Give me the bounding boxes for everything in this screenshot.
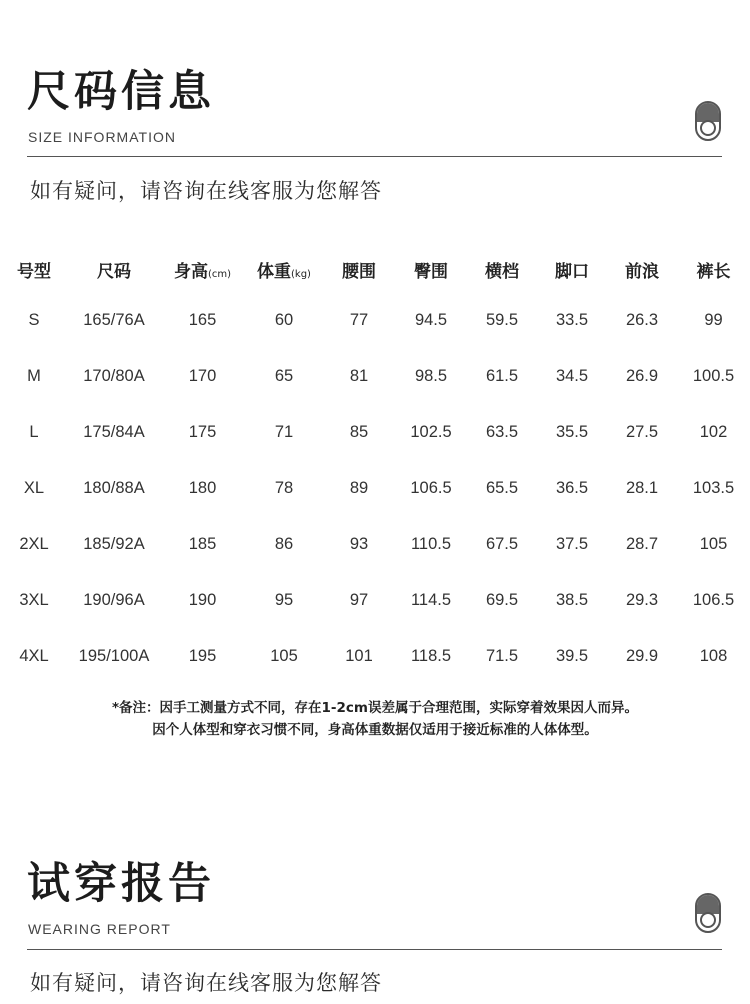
table-cell: 60 xyxy=(274,310,294,329)
table-cell: 102 xyxy=(699,422,728,441)
table-cell: M xyxy=(27,366,41,385)
table-cell: 89 xyxy=(349,478,369,497)
table-cell: 34.5 xyxy=(555,366,589,385)
table-cell: 35.5 xyxy=(555,422,589,441)
table-cell: 28.1 xyxy=(625,478,659,497)
table-cell: 180 xyxy=(188,478,217,497)
size-section-subtitle: SIZE INFORMATION xyxy=(28,129,176,145)
table-cell: 71 xyxy=(274,422,294,441)
size-section-title: 尺码信息 xyxy=(27,67,215,117)
table-cell: L xyxy=(29,422,39,441)
table-cell: 180/88A xyxy=(83,478,145,497)
table-cell: S xyxy=(28,310,40,329)
table-cell: 69.5 xyxy=(485,590,519,609)
table-cell: 4XL xyxy=(19,646,49,665)
table-cell: 110.5 xyxy=(410,534,452,553)
table-cell: 175/84A xyxy=(83,422,145,441)
wear-section-title: 试穿报告 xyxy=(27,859,215,909)
table-cell: 99 xyxy=(704,310,723,329)
table-cell: 33.5 xyxy=(555,310,589,329)
column-header: 身高(cm) xyxy=(173,261,232,282)
table-cell: 97 xyxy=(349,590,369,609)
table-cell: 81 xyxy=(349,366,369,385)
table-cell: 190 xyxy=(188,590,217,609)
column-header: 前浪 xyxy=(625,261,659,282)
table-cell: 71.5 xyxy=(485,646,519,665)
table-cell: 105 xyxy=(699,534,728,553)
table-cell: 93 xyxy=(349,534,369,553)
table-cell: 98.5 xyxy=(414,366,448,385)
table-cell: 28.7 xyxy=(625,534,659,553)
toggle-pill-icon xyxy=(695,101,721,141)
table-cell: 26.9 xyxy=(625,366,659,385)
column-header: 号型 xyxy=(17,261,51,282)
section-divider xyxy=(27,949,722,950)
table-cell: 29.9 xyxy=(625,646,659,665)
table-cell: 170 xyxy=(188,366,217,385)
column-header: 腰围 xyxy=(342,261,376,282)
table-cell: 95 xyxy=(274,590,294,609)
disclaimer-note-line-1: *备注：因手工测量方式不同，存在1-2cm误差属于合理范围，实际穿着效果因人而异。 xyxy=(111,700,639,716)
table-header-row xyxy=(0,246,750,292)
table-cell: 27.5 xyxy=(625,422,659,441)
table-cell: 61.5 xyxy=(485,366,519,385)
table-cell: 29.3 xyxy=(625,590,659,609)
table-cell: XL xyxy=(23,478,45,497)
table-cell: 3XL xyxy=(19,590,49,609)
table-cell: 2XL xyxy=(19,534,49,553)
table-cell: 106.5 xyxy=(410,478,452,497)
table-row xyxy=(0,572,750,628)
table-cell: 190/96A xyxy=(83,590,145,609)
table-cell: 39.5 xyxy=(555,646,589,665)
column-header: 尺码 xyxy=(97,261,131,282)
table-cell: 106.5 xyxy=(692,590,735,609)
table-cell: 195 xyxy=(188,646,217,665)
table-cell: 85 xyxy=(349,422,369,441)
table-cell: 165/76A xyxy=(83,310,145,329)
table-cell: 102.5 xyxy=(410,422,452,441)
table-cell: 195/100A xyxy=(78,646,150,665)
section-divider xyxy=(27,156,722,157)
size-table xyxy=(0,246,750,684)
table-row xyxy=(0,348,750,404)
table-cell: 94.5 xyxy=(414,310,448,329)
table-cell: 38.5 xyxy=(555,590,589,609)
table-cell: 65 xyxy=(274,366,294,385)
column-header: 裤长 xyxy=(696,261,731,282)
table-cell: 26.3 xyxy=(625,310,659,329)
table-cell: 100.5 xyxy=(692,366,735,385)
table-row xyxy=(0,292,750,348)
column-header: 体重(kg) xyxy=(257,261,311,282)
table-cell: 185/92A xyxy=(83,534,145,553)
table-cell: 105 xyxy=(270,646,298,665)
table-cell: 36.5 xyxy=(555,478,589,497)
table-cell: 86 xyxy=(274,534,294,553)
table-cell: 101 xyxy=(345,646,373,665)
toggle-pill-icon xyxy=(695,893,721,933)
table-cell: 175 xyxy=(188,422,217,441)
column-header: 脚口 xyxy=(555,261,589,282)
table-cell: 118.5 xyxy=(410,646,452,665)
table-cell: 63.5 xyxy=(485,422,519,441)
table-row xyxy=(0,628,750,684)
table-cell: 65.5 xyxy=(485,478,519,497)
column-header: 横档 xyxy=(485,261,519,282)
disclaimer-note-line-2: 因个人体型和穿衣习惯不同，身高体重数据仅适用于接近标准的人体体型。 xyxy=(152,722,598,738)
column-header: 臀围 xyxy=(414,261,448,282)
wear-section-subtitle: WEARING REPORT xyxy=(28,921,171,937)
size-contact-text: 如有疑问，请咨询在线客服为您解答 xyxy=(30,179,382,203)
table-cell: 170/80A xyxy=(83,366,145,385)
table-cell: 108 xyxy=(699,646,728,665)
table-cell: 59.5 xyxy=(485,310,519,329)
wear-contact-text: 如有疑问，请咨询在线客服为您解答 xyxy=(30,971,382,995)
table-cell: 37.5 xyxy=(555,534,589,553)
table-cell: 78 xyxy=(274,478,294,497)
table-cell: 185 xyxy=(188,534,217,553)
table-row xyxy=(0,404,750,460)
table-row xyxy=(0,516,750,572)
table-cell: 103.5 xyxy=(692,478,735,497)
table-cell: 114.5 xyxy=(410,590,452,609)
table-cell: 165 xyxy=(188,310,217,329)
table-row xyxy=(0,460,750,516)
table-cell: 77 xyxy=(349,310,369,329)
table-cell: 67.5 xyxy=(485,534,519,553)
